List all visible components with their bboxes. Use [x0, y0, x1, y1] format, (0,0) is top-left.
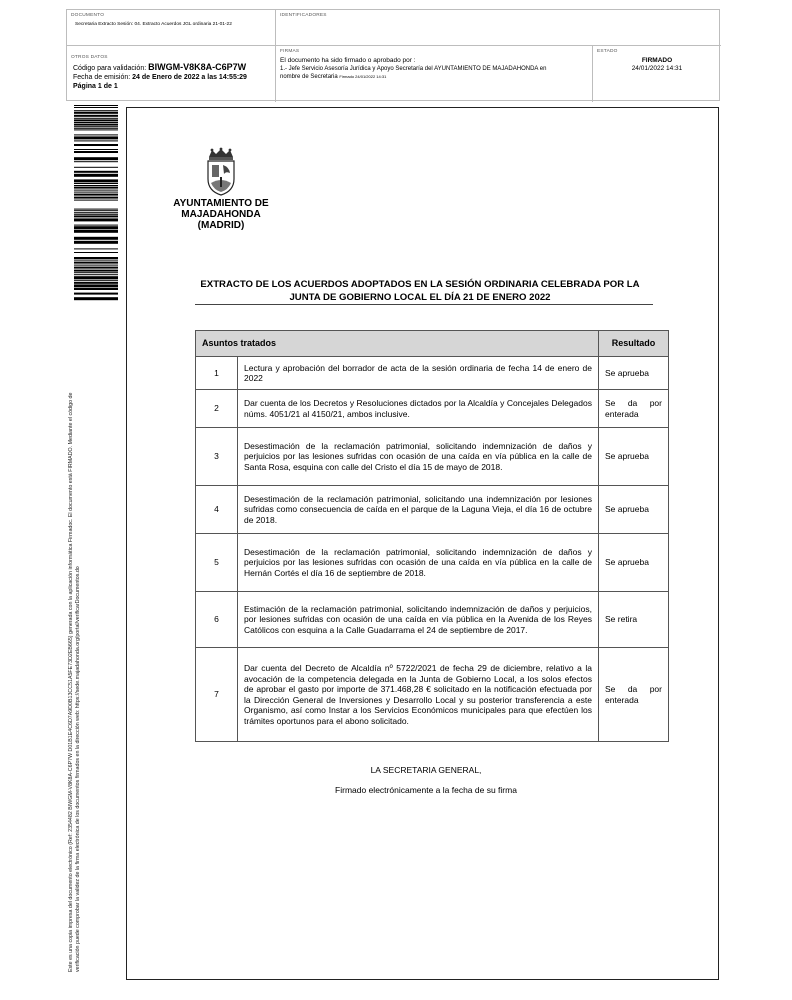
codigo-validacion-value: BIWGM-V8K8A-C6P7W [148, 62, 247, 72]
row-number: 1 [196, 357, 238, 390]
estado-value: FIRMADO [641, 57, 673, 64]
barcode-bar [74, 107, 118, 108]
barcode-bar [74, 288, 118, 290]
row-number: 6 [196, 592, 238, 648]
barcode-bar [74, 115, 118, 117]
row-result: Se aprueba [599, 428, 669, 486]
document-title [190, 278, 650, 304]
row-result: Se retira [599, 592, 669, 648]
ayuntamiento-name [160, 198, 282, 231]
barcode-bar [74, 136, 118, 139]
row-result: Se da por enterada [599, 390, 669, 428]
barcode-bar [74, 274, 118, 275]
documento-value: Secretaria Extracto Sesión: 04. Extracto Acuerdos JGL ordinaria 21-01-22 [75, 22, 232, 27]
side-text-line2: verificación puede comprobar la validez de la firma electrónica de los documentos firmados en la dirección web: https://sede.majadahonda.org/portal/verificarDocumentos.do [75, 566, 81, 972]
barcode-bar [74, 248, 118, 249]
table-row [196, 534, 669, 592]
barcode-bar [74, 210, 118, 211]
barcode-bar [74, 276, 118, 279]
city-line3: (MADRID) [197, 220, 245, 231]
barcode-bar [74, 140, 118, 141]
validation-side-text [68, 300, 98, 972]
documento-cell [67, 10, 276, 46]
otros-datos-cell [67, 46, 276, 102]
row-description: Lectura y aprobación del borrador de acta de la sesión ordinaria de fecha 14 de enero de 2022 [238, 357, 599, 390]
barcode-bar [74, 226, 118, 229]
pagina-indicator: Página 1 de 1 [73, 83, 118, 90]
barcode-bar [74, 144, 118, 146]
barcode-bar [74, 151, 118, 153]
barcode-bar [74, 174, 118, 177]
otros-datos-label: OTROS DATOS [71, 55, 108, 60]
barcode-icon [74, 105, 118, 301]
barcode-bar [74, 214, 118, 215]
barcode-bar [74, 118, 118, 119]
barcode-bar [74, 270, 118, 272]
barcode-bar [74, 185, 118, 186]
title-line1: EXTRACTO DE LOS ACUERDOS ADOPTADOS EN LA SESIÓN ORDINARIA CELEBRADA POR LA [200, 279, 640, 290]
barcode-bar [74, 241, 118, 244]
row-description: Desestimación de la reclamación patrimonial, solicitando indemnización de daños y perjuicios por las lesiones sufridas con ocasión de una caída en vía pública en la calle de Santa Rosa, esquina con calle del Cristo el día 15 de mayo de 2018. [238, 428, 599, 486]
row-description: Desestimación de la reclamación patrimonial, solicitando una indemnización por lesiones sufridas como consecuencia de caída en el parque de la Laguna Vieja, el día 16 de octubre de 2018. [238, 486, 599, 534]
identificadores-label: IDENTIFICADORES [280, 13, 327, 18]
barcode-bar [74, 257, 118, 259]
closing-block [260, 760, 592, 800]
barcode-bar [74, 179, 118, 182]
fecha-emision-value: 24 de Enero de 2022 a las 14:55:29 [132, 74, 247, 81]
estado-label: ESTADO [597, 49, 618, 54]
closing-line1: LA SECRETARIA GENERAL, [370, 765, 482, 775]
row-result: Se aprueba [599, 357, 669, 390]
firmas-label: FIRMAS [280, 49, 300, 54]
barcode-bar [74, 293, 118, 295]
title-divider [195, 304, 653, 305]
barcode-bar [74, 183, 118, 184]
barcode-bar [74, 282, 118, 284]
closing-line2: Firmado electrónicamente a la fecha de su firma [335, 785, 517, 795]
table-header-row [196, 331, 669, 357]
table-row [196, 390, 669, 428]
row-number: 5 [196, 534, 238, 592]
row-result: Se aprueba [599, 534, 669, 592]
city-line1: AYUNTAMIENTO DE [173, 198, 269, 209]
document-header [66, 9, 720, 101]
barcode-bar [74, 167, 118, 168]
documento-label: DOCUMENTO [71, 13, 105, 18]
barcode-bar [74, 267, 118, 269]
barcode-bar [74, 192, 118, 193]
row-number: 2 [196, 390, 238, 428]
barcode-bar [74, 171, 118, 173]
table-row [196, 486, 669, 534]
barcode-bar [74, 218, 118, 221]
barcode-bar [74, 252, 118, 253]
identificadores-cell [276, 10, 721, 46]
firmas-cell [276, 46, 593, 102]
barcode-bar [74, 128, 118, 129]
barcode-bar [74, 225, 118, 226]
coat-of-arms-icon [202, 147, 240, 197]
city-line2: MAJADAHONDA [181, 209, 261, 220]
barcode-bar [74, 149, 118, 150]
barcode-bar [74, 187, 118, 189]
side-text-line1: Este es una copia impresa del documento electrónico (Ref: 2354482 BIWGM-V8K8A-C6P7W D01B1E4C6D7A9D0B13CC51A5FE73D2EB665) generada con la aplicación informática Firmadoc. El documento está FIRMADO. Mediante el código de [68, 392, 74, 972]
barcode-bar [74, 129, 118, 130]
firmas-line1: El documento ha sido firmado o aprobado por : [280, 57, 416, 64]
estado-date: 24/01/2022 14:31 [631, 65, 683, 72]
barcode-bar [74, 105, 118, 106]
table-row [196, 648, 669, 742]
barcode-bar [74, 124, 118, 126]
barcode-bar [74, 237, 118, 240]
barcode-bar [74, 126, 118, 127]
barcode-bar [74, 197, 118, 199]
barcode-bar [74, 209, 118, 210]
codigo-validacion: Código para validación: BIWGM-V8K8A-C6P7W [73, 62, 247, 72]
barcode-bar [74, 262, 118, 264]
barcode-bar [74, 200, 118, 201]
barcode-bar [74, 265, 118, 266]
barcode-bar [74, 284, 118, 287]
barcode-bar [74, 119, 118, 121]
barcode-bar [74, 112, 118, 114]
row-description: Desestimación de la reclamación patrimonial, solicitando indemnización de daños y perjuicios por las lesiones sufridas con ocasión de una caída en vía pública en la calle de Hernán Cortés el día 16 de septiembre de 2018. [238, 534, 599, 592]
title-line2: JUNTA DE GOBIERNO LOCAL EL DÍA 21 DE ENERO 2022 [289, 292, 551, 303]
barcode-bar [74, 215, 118, 217]
row-description: Dar cuenta del Decreto de Alcaldía nº 5722/2021 de fecha 29 de diciembre, relativo a la avocación de la competencia delegada en la Junta de Gobierno Local, a los solos efectos de aprobar el gasto por importe de 371.468,28 € solicitado en la notificación efectuada por la Dirección General de Inversiones y Desarrollo Local y su posterior transferencia a este Organismo, así como Instar a los Servicios Económicos municipales para que efectúen los trámites oportunos para el abono solicitado. [238, 648, 599, 742]
barcode-bar [74, 190, 118, 191]
agreements-table [195, 330, 669, 742]
row-number: 7 [196, 648, 238, 742]
row-number: 4 [196, 486, 238, 534]
barcode-bar [74, 260, 118, 261]
row-description: Estimación de la reclamación patrimonial, solicitando indemnización de daños y perjuicios, por lesiones sufridas con ocasión de una caída en vía pública en la Avenida de los Reyes Católicos con esquina a la Calle Guadarrama el 24 de septiembre de 2017. [238, 592, 599, 648]
barcode-bar [74, 122, 118, 123]
barcode-bar [74, 280, 118, 281]
barcode-bar [74, 157, 118, 160]
table-row [196, 428, 669, 486]
barcode-bar [74, 272, 118, 273]
table-row [196, 357, 669, 390]
row-result: Se aprueba [599, 486, 669, 534]
barcode-bar [74, 110, 118, 111]
estado-cell [593, 46, 721, 102]
col-resultado-header: Resultado [599, 331, 669, 357]
row-description: Dar cuenta de los Decretos y Resoluciones dictados por la Alcaldía y Concejales Delegados núms. 4051/21 al 4150/21, ambos inclusive. [238, 390, 599, 428]
col-asuntos-header: Asuntos tratados [196, 331, 599, 357]
fecha-emision: Fecha de emisión: 24 de Enero de 2022 a las 14:55:29 [73, 74, 247, 81]
table-row [196, 592, 669, 648]
row-result: Se da por enterada [599, 648, 669, 742]
barcode-bar [74, 194, 118, 196]
firmas-line3: nombre de Secretaria [280, 74, 338, 80]
row-number: 3 [196, 428, 238, 486]
firmas-line2: 1.- Jefe Servicio Asesoría Jurídica y Apoyo Secretaría del AYUNTAMIENTO DE MAJADAHONDA en [280, 66, 547, 72]
barcode-bar [74, 134, 118, 135]
barcode-bar [74, 161, 118, 162]
barcode-bar [74, 230, 118, 233]
firmas-date-small: Firmado 24/01/2022 14:31 [339, 74, 387, 79]
barcode-bar [74, 212, 118, 213]
